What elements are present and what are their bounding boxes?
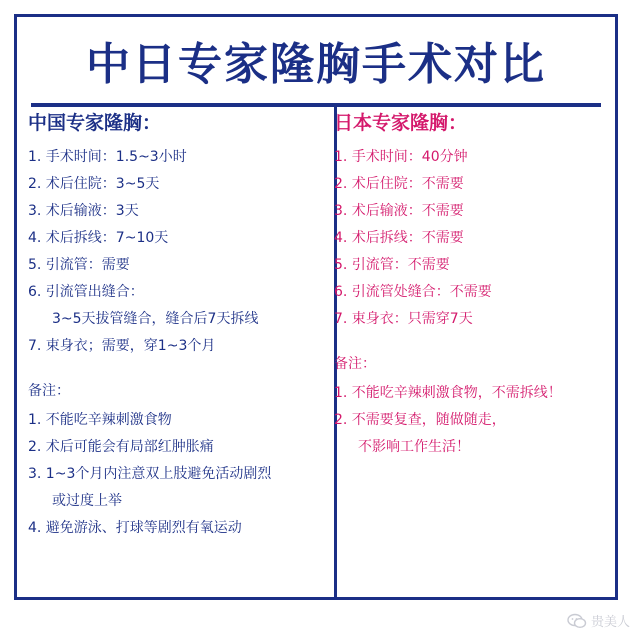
china-item-5: 5. 引流管：需要	[28, 257, 130, 273]
japan-notes-title: 备注：	[334, 356, 376, 372]
china-item-7: 7. 束身衣；需要，穿1~3个月	[28, 338, 216, 354]
china-item-4: 4. 术后拆线：7~10天	[28, 230, 169, 246]
japan-item-2: 2. 术后住院：不需要	[334, 176, 464, 192]
china-item-1: 1. 手术时间：1.5~3小时	[28, 149, 187, 165]
china-column	[28, 108, 308, 542]
japan-item-4: 4. 术后拆线：不需要	[334, 230, 464, 246]
china-note-3: 3. 1~3个月内注意双上肢避免活动剧烈	[28, 466, 272, 482]
china-notes-title: 备注：	[28, 383, 70, 399]
page-title: 中日专家隆胸手术对比	[86, 39, 546, 90]
japan-item-7: 7. 束身衣：只需穿7天	[334, 311, 473, 327]
wechat-icon	[567, 613, 587, 629]
japan-note-1: 1. 不能吃辛辣刺激食物，不需拆线！	[334, 385, 562, 401]
china-item-6: 6. 引流管出缝合：	[28, 284, 144, 300]
watermark-text: 贵美人	[590, 615, 630, 630]
japan-note-2: 2. 不需要复查，随做随走，	[334, 412, 506, 428]
title-divider	[31, 103, 601, 107]
china-note-4: 4. 避免游泳、打球等剧烈有氧运动	[28, 520, 242, 536]
china-item-2: 2. 术后住院：3~5天	[28, 176, 160, 192]
china-note-3-cont: 或过度上举	[52, 493, 122, 509]
china-item-6-detail: 3~5天拔管缝合，缝合后7天拆线	[52, 311, 259, 327]
spacer	[28, 360, 308, 378]
spacer	[334, 333, 604, 351]
watermark	[567, 611, 630, 630]
china-note-2: 2. 术后可能会有局部红肿胀痛	[28, 439, 214, 455]
japan-heading: 日本专家隆胸：	[334, 112, 468, 134]
japan-item-3: 3. 术后输液：不需要	[334, 203, 464, 219]
japan-item-5: 5. 引流管：不需要	[334, 257, 450, 273]
china-note-1: 1. 不能吃辛辣刺激食物	[28, 412, 172, 428]
japan-item-1: 1. 手术时间：40分钟	[334, 149, 468, 165]
japan-item-6: 6. 引流管处缝合：不需要	[334, 284, 492, 300]
japan-column	[334, 108, 604, 461]
china-heading: 中国专家隆胸：	[28, 112, 162, 134]
china-item-3: 3. 术后输液：3天	[28, 203, 139, 219]
japan-note-2-cont: 不影响工作生活！	[358, 439, 470, 455]
